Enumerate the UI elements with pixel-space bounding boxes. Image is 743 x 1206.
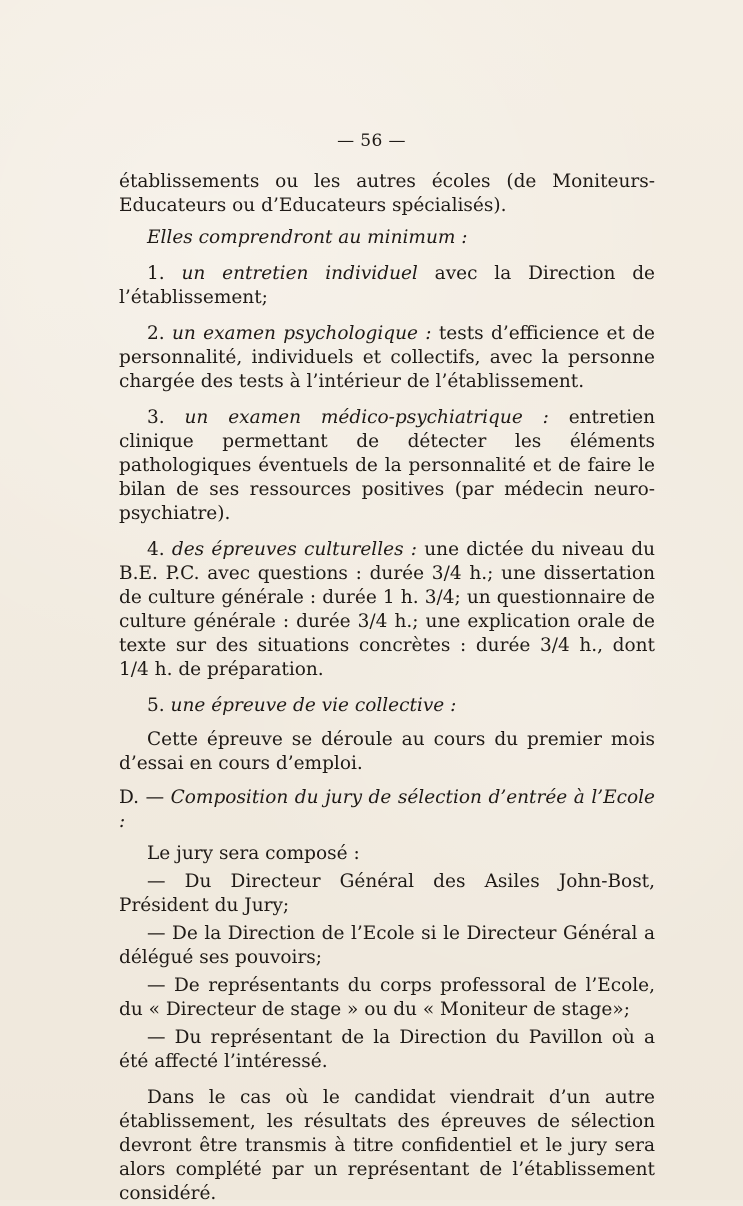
item-5-number: 5. bbox=[147, 695, 165, 716]
item-5-title: une épreuve de vie collective : bbox=[170, 695, 457, 716]
section-d-prefix: D. — bbox=[119, 787, 165, 808]
item-2-title: un examen psychologique : bbox=[171, 323, 432, 344]
item-4-number: 4. bbox=[147, 539, 165, 560]
item-1-number: 1. bbox=[147, 263, 165, 284]
section-d-title: Composition du jury de sélection d’entrée à l’Ecole : bbox=[119, 787, 655, 832]
paragraph-collective-life: Cette épreuve se déroule au cours du premier mois d’essai en cours d’emploi. bbox=[119, 729, 655, 774]
item-1 bbox=[119, 262, 655, 310]
item-1-title: un entretien individuel bbox=[181, 263, 418, 284]
item-4-text: une dictée du niveau du B.E. P.C. avec questions : durée 3/4 h.; une dissertation de culture générale : durée 1 h. 3/4; un questionnaire de culture générale : durée 3/4 h.; une explication orale de texte sur des situations concrètes : durée 3/4 h., dont 1/4 h. de préparation. bbox=[119, 539, 655, 680]
item-1-text: avec la Direction de l’établissement; bbox=[119, 263, 655, 308]
item-3-title: un examen médico-psychiatrique : bbox=[184, 407, 549, 428]
paragraph-external-candidate: Dans le cas où le candidat viendrait d’un autre établissement, les résultats des épreuves de sélection devront être transmis à titre confidentiel et le jury sera alors complété par un représentant de l’établissement considéré. bbox=[119, 1087, 655, 1204]
item-2-text: tests d’efficience et de personnalité, individuels et collectifs, avec la personne chargée des tests à l’intérieur de l’établissement. bbox=[119, 323, 655, 392]
page-number: — 56 — bbox=[337, 131, 406, 151]
item-3 bbox=[119, 406, 655, 526]
paragraph-jury-composition: Le jury sera composé : bbox=[147, 843, 360, 864]
item-4-title: des épreuves culturelles : bbox=[171, 539, 418, 560]
section-d bbox=[119, 786, 655, 834]
jury-member-2: — De la Direction de l’Ecole si le Directeur Général a délégué ses pouvoirs; bbox=[119, 923, 655, 968]
paragraph-minimum: Elles comprendront au minimum : bbox=[147, 227, 468, 248]
item-2-number: 2. bbox=[147, 323, 165, 344]
item-3-number: 3. bbox=[147, 407, 165, 428]
jury-member-3: — De représentants du corps professoral de l’Ecole, du « Directeur de stage » ou du « Moniteur de stage»; bbox=[119, 975, 655, 1020]
item-2 bbox=[119, 322, 655, 394]
paragraph-intro: établissements ou les autres écoles (de Moniteurs-Educateurs ou d’Educateurs spécialisés). bbox=[119, 171, 655, 216]
jury-member-4: — Du représentant de la Direction du Pavillon où a été affecté l’intéressé. bbox=[119, 1027, 655, 1072]
jury-member-1: — Du Directeur Général des Asiles John-Bost, Président du Jury; bbox=[119, 871, 655, 916]
item-5 bbox=[119, 694, 655, 718]
item-3-text: entretien clinique permettant de détecter les éléments pathologiques éventuels de la personnalité et de faire le bilan de ses ressources positives (par médecin neuro-psychiatre). bbox=[119, 407, 655, 524]
item-4 bbox=[119, 538, 655, 682]
document-body bbox=[119, 170, 655, 1206]
